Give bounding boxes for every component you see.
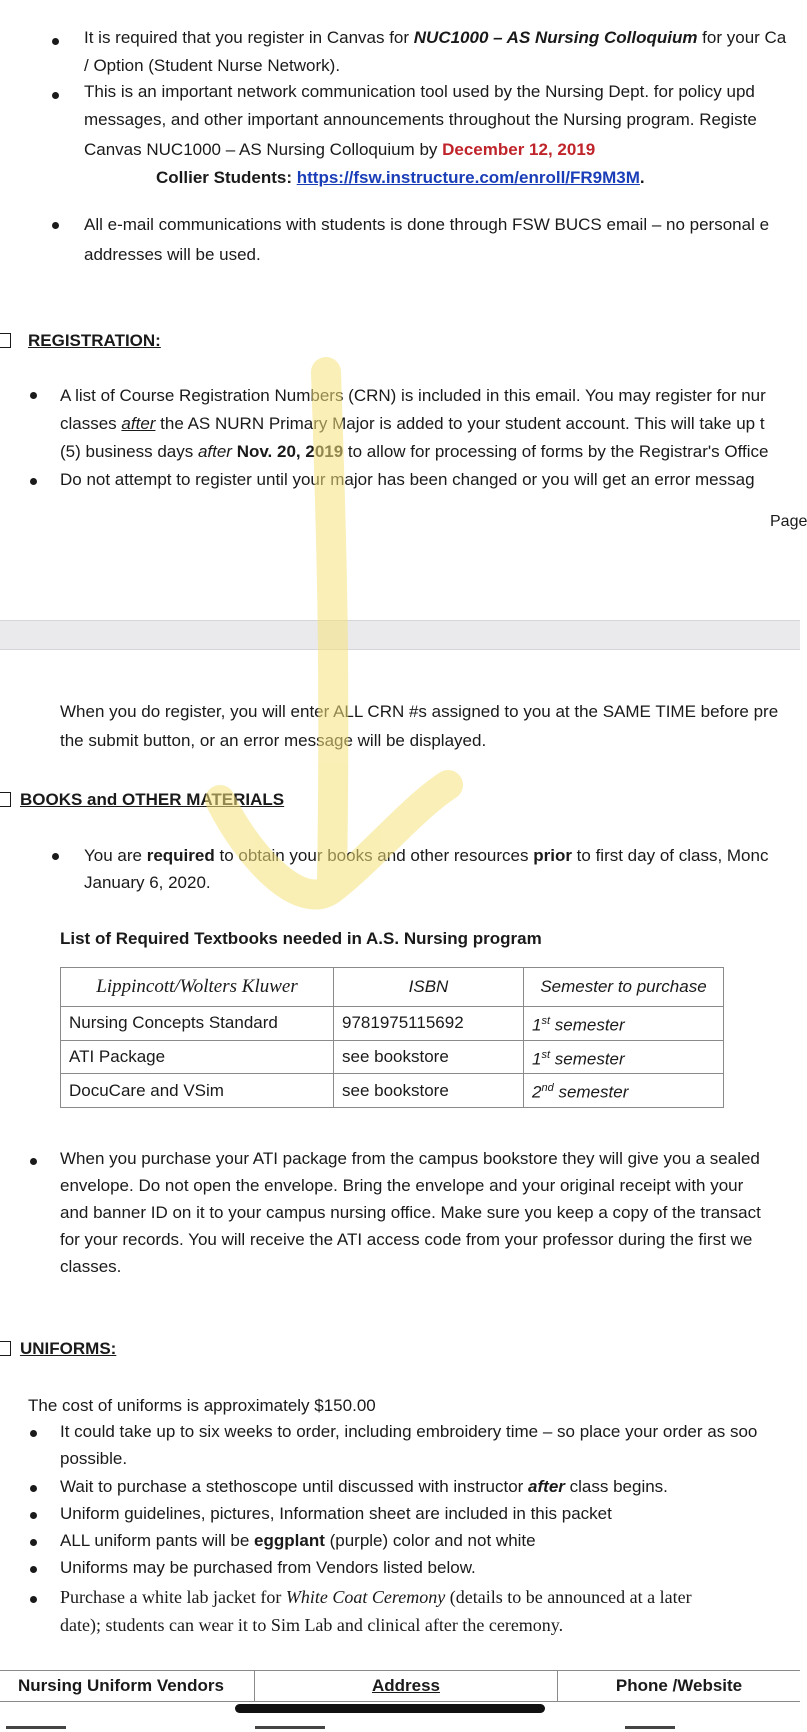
- table-cell-title: DocuCare and VSim: [61, 1074, 334, 1108]
- bullet: [30, 1430, 37, 1437]
- register-note-line-2: the submit button, or an error message will be displayed.: [60, 731, 487, 750]
- bullet: [52, 38, 59, 45]
- canvas-bullet-3-line-2: addresses will be used.: [84, 245, 261, 264]
- text: class begins.: [564, 1477, 668, 1496]
- text: 1: [532, 1015, 542, 1035]
- text: to allow for processing of forms by the Registrar's Office: [343, 442, 769, 461]
- ati-line-2: envelope. Do not open the envelope. Bring the envelope and your original receipt with your: [60, 1176, 744, 1195]
- text: (details to be announced at a later: [445, 1587, 692, 1607]
- table-cell-title: ATI Package: [61, 1040, 334, 1074]
- page-number-label: Page: [770, 513, 807, 530]
- vendor-header-row: [0, 1671, 800, 1702]
- text: You are: [84, 846, 147, 865]
- uniforms-bullet-4: [60, 1527, 536, 1555]
- bullet: [52, 92, 59, 99]
- bullet: [52, 222, 59, 229]
- text: for your Ca: [697, 28, 787, 47]
- text: required: [146, 846, 215, 865]
- text: 2: [532, 1082, 542, 1102]
- page-break: [0, 620, 800, 650]
- text: 1: [532, 1049, 542, 1069]
- text: .: [639, 168, 645, 187]
- vendor-header-phone: Phone /Website: [558, 1671, 801, 1702]
- table-row: [61, 1040, 724, 1074]
- next-row-fragments: [0, 1718, 800, 1732]
- table-cell-semester: [524, 1074, 724, 1108]
- text: Purchase a white lab jacket for: [60, 1587, 286, 1607]
- bullet: [30, 392, 37, 399]
- bullet: [30, 1158, 37, 1165]
- collier-label: Collier Students:: [156, 168, 297, 187]
- text: after: [528, 1477, 565, 1496]
- text: after: [121, 414, 156, 433]
- uniforms-bullet-1-line-1: It could take up to six weeks to order, including embroidery time – so place your order as soo: [60, 1422, 758, 1441]
- text: to obtain your books and other resources: [214, 846, 534, 865]
- ati-line-4: for your records. You will receive the ATI access code from your professor during the first we: [60, 1230, 753, 1249]
- redaction-bar: [235, 1704, 545, 1713]
- text: Wait to purchase a stethoscope until discussed with instructor: [60, 1477, 529, 1496]
- registration-heading: REGISTRATION:: [28, 331, 161, 350]
- text: to first day of class, Monc: [571, 846, 769, 865]
- bullet: [30, 1512, 37, 1519]
- text: Nov. 20, 2019: [231, 442, 344, 461]
- bullet: [30, 1566, 37, 1573]
- deadline-date: December 12, 2019: [442, 140, 596, 159]
- uniforms-bullet-6-line-1: [60, 1583, 692, 1611]
- registration-bullet-2: Do not attempt to register until your major has been changed or you will get an error messag: [60, 470, 755, 489]
- table-header-semester: Semester to purchase: [524, 968, 724, 1007]
- text: semester: [550, 1049, 625, 1069]
- vendor-header-address: Address: [255, 1671, 558, 1702]
- books-bullet-line-1: [84, 842, 768, 870]
- table-header-row: [61, 968, 724, 1007]
- text: semester: [550, 1015, 625, 1035]
- uniforms-bullet-5: Uniforms may be purchased from Vendors listed below.: [60, 1558, 476, 1577]
- text: Canvas NUC1000 – AS Nursing Colloquium by: [84, 140, 443, 159]
- text: prior: [533, 846, 572, 865]
- text: classes: [60, 414, 122, 433]
- uniforms-heading: UNIFORMS:: [20, 1339, 117, 1358]
- text: st: [541, 1048, 551, 1061]
- canvas-bullet-1-line-1: [84, 24, 786, 52]
- uniform-cost: The cost of uniforms is approximately $150.00: [28, 1396, 376, 1415]
- ati-line-3: and banner ID on it to your campus nursing office. Make sure you keep a copy of the transact: [60, 1203, 761, 1222]
- table-header-isbn: ISBN: [334, 968, 524, 1007]
- books-checkbox: [0, 792, 11, 807]
- table-header-publisher: Lippincott/Wolters Kluwer: [61, 968, 334, 1007]
- bullet: [30, 1539, 37, 1546]
- text: ALL uniform pants will be: [60, 1531, 255, 1550]
- registration-checkbox: [0, 333, 11, 348]
- canvas-bullet-2-line-3: [84, 136, 595, 164]
- text: st: [541, 1015, 551, 1027]
- canvas-bullet-3-line-1: All e-mail communications with students is done through FSW BUCS email – no personal e: [84, 215, 770, 234]
- table-cell-semester: [524, 1040, 724, 1074]
- uniforms-checkbox: [0, 1341, 11, 1356]
- bullet: [30, 478, 37, 485]
- books-heading: BOOKS and OTHER MATERIALS: [20, 790, 285, 809]
- text: eggplant: [254, 1531, 325, 1550]
- course-name: NUC1000 – AS Nursing Colloquium: [413, 28, 698, 47]
- textbook-list-title: List of Required Textbooks needed in A.S. Nursing program: [60, 929, 542, 948]
- ati-line-1: When you purchase your ATI package from the campus bookstore they will give you a sealed: [60, 1149, 760, 1168]
- uniforms-bullet-6-line-2: date); students can wear it to Sim Lab and clinical after the ceremony.: [60, 1615, 564, 1635]
- text: (purple) color and not white: [324, 1531, 536, 1550]
- vendor-table: [0, 1671, 800, 1702]
- uniforms-bullet-1-line-2: possible.: [60, 1449, 128, 1468]
- uniforms-bullet-2: [60, 1473, 668, 1501]
- bullet: [52, 853, 59, 860]
- text: the AS NURN Primary Major is added to your student account. This will take up t: [155, 414, 765, 433]
- ati-line-5: classes.: [60, 1257, 122, 1276]
- text: semester: [553, 1082, 629, 1102]
- bullet: [30, 1485, 37, 1492]
- text: nd: [541, 1082, 554, 1095]
- vendor-header-name: Nursing Uniform Vendors: [0, 1671, 255, 1702]
- table-cell-semester: [524, 1007, 724, 1041]
- text: It is required that you register in Canvas for: [84, 28, 414, 47]
- canvas-bullet-2-line-1: This is an important network communication tool used by the Nursing Dept. for policy upd: [84, 82, 755, 101]
- table-cell-title: Nursing Concepts Standard: [61, 1007, 334, 1041]
- table-cell-isbn: see bookstore: [334, 1040, 524, 1074]
- collier-students-line: [156, 164, 645, 192]
- register-note-line-1: When you do register, you will enter ALL CRN #s assigned to you at the SAME TIME before pre: [60, 702, 779, 721]
- table-row: [61, 1074, 724, 1108]
- enroll-link[interactable]: https://fsw.instructure.com/enroll/FR9M3M: [296, 168, 640, 187]
- text: White Coat Ceremony: [285, 1587, 446, 1607]
- uniforms-bullet-3: Uniform guidelines, pictures, Information sheet are included in this packet: [60, 1504, 612, 1523]
- table-cell-isbn: see bookstore: [334, 1074, 524, 1108]
- text: after: [197, 442, 232, 461]
- table-row: [61, 1007, 724, 1041]
- registration-bullet-1-line-2: [60, 410, 765, 438]
- canvas-bullet-1-line-2: / Option (Student Nurse Network).: [84, 56, 341, 75]
- registration-bullet-1-line-3: [60, 438, 768, 466]
- canvas-bullet-2-line-2: messages, and other important announcements throughout the Nursing program. Registe: [84, 110, 757, 129]
- bullet: [30, 1596, 37, 1603]
- table-cell-isbn: 9781975115692: [334, 1007, 524, 1041]
- text: (5) business days: [60, 442, 198, 461]
- textbook-table: [60, 967, 724, 1108]
- books-bullet-line-2: January 6, 2020.: [84, 873, 211, 892]
- registration-bullet-1-line-1: A list of Course Registration Numbers (CRN) is included in this email. You may register for nur: [60, 386, 766, 405]
